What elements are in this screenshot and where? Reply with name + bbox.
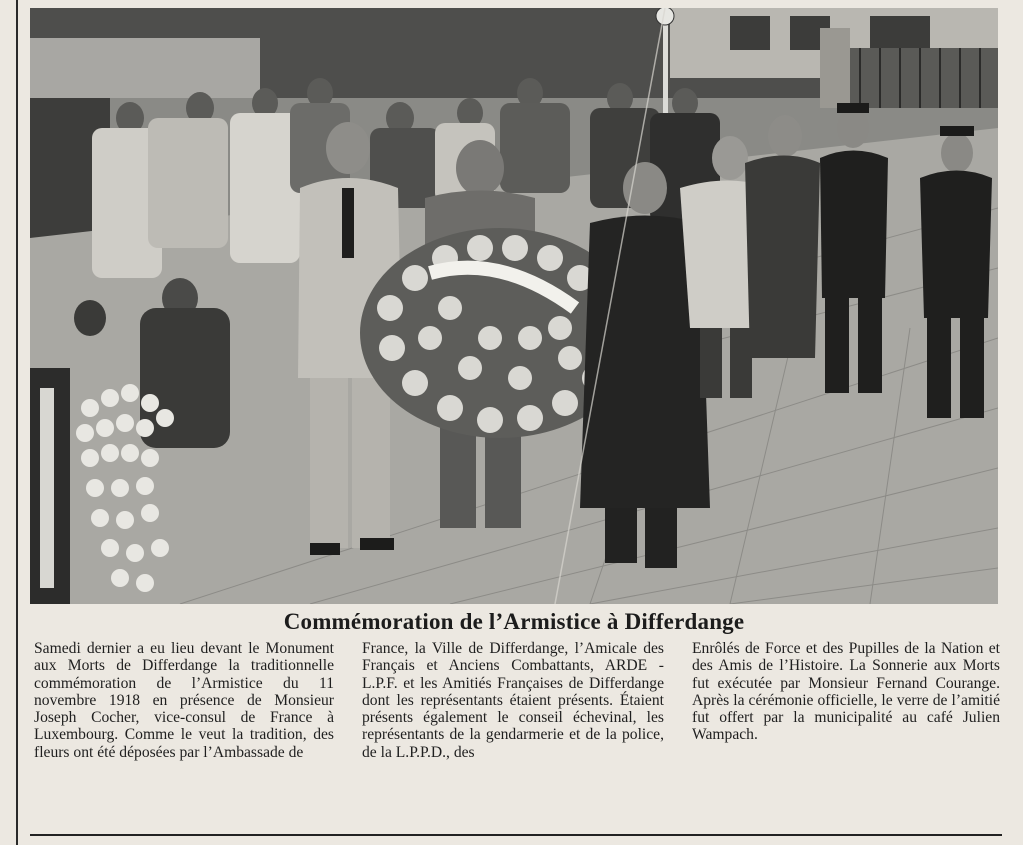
bottom-rule xyxy=(30,834,1002,836)
article-headline: Commémoration de l’Armistice à Differdange xyxy=(283,609,745,634)
group-photo xyxy=(30,8,998,604)
article-column-1: Samedi dernier a eu lieu devant le Monument aux Morts de Differdange la traditionnelle commémoration de l’Armistice du 11 novembre 1918 en présence de Monsieur Joseph Cocher, vice-consul de France à Luxembourg. Comme le veut la tradition, des fleurs ont été déposées par l’Ambassade de xyxy=(34,640,334,761)
article-column-2: France, la Ville de Differdange, l’Amicale des Français et Anciens Combattants, ARDE - L.P.F. et les Amitiés Françaises de Differdange dont les représentants étaient présents. Étaient présents également le conseil échevinal, les représentants de la gendarmerie et de la police, de la L.P.P.D., des xyxy=(362,640,664,761)
article-column-3: Enrôlés de Force et des Pupilles de la Nation et des Amis de l’Histoire. La Sonnerie aux Morts fut exécutée par Monsieur Fernand Courange. Après la cérémonie officielle, le verre de l’amitié fut offert par la municipalité au café Julien Wampach. xyxy=(692,640,1000,744)
column-rule xyxy=(16,0,18,845)
